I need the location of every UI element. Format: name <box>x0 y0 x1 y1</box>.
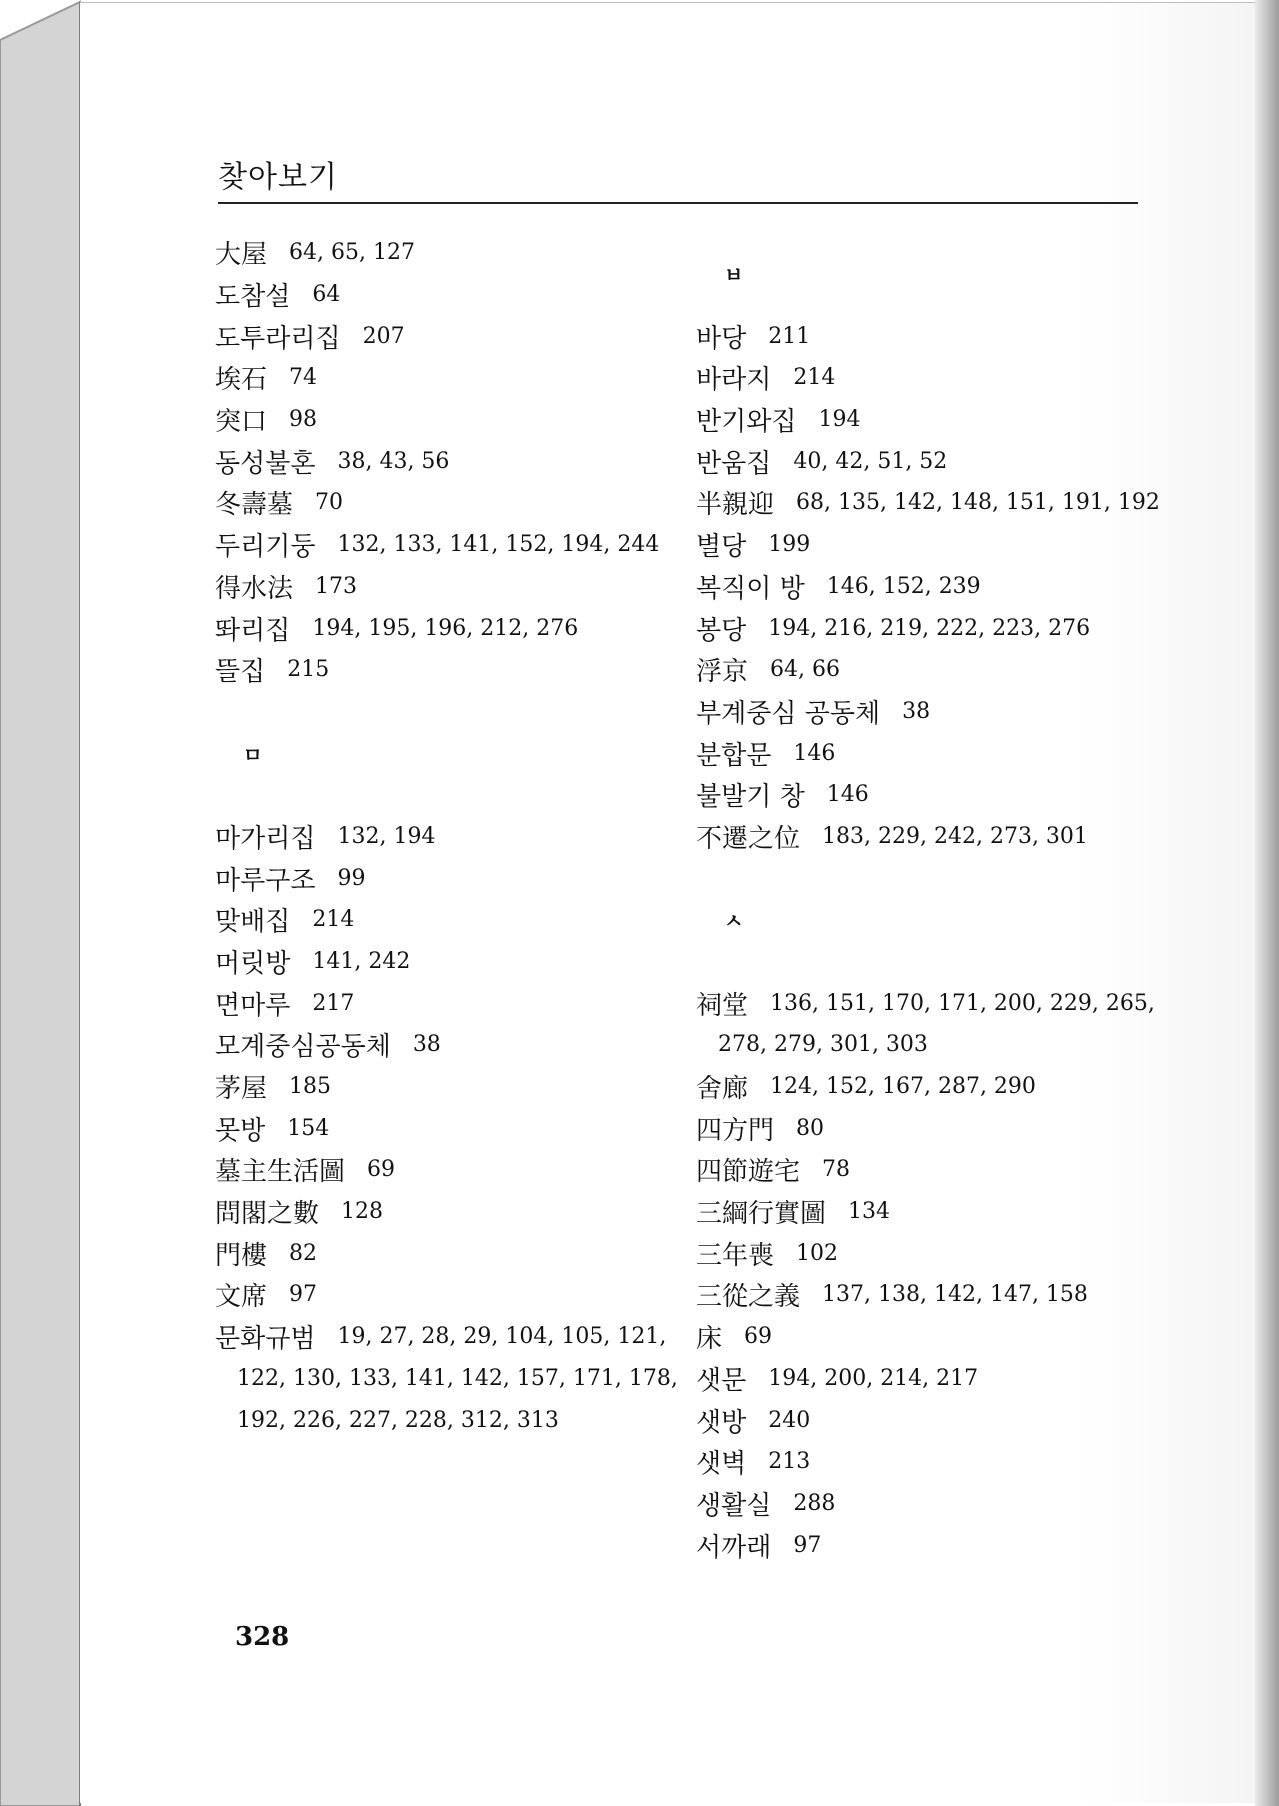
page-edge-shadow <box>1255 0 1279 1806</box>
index-entry <box>696 315 1156 357</box>
index-term: 봉당 <box>696 615 747 646</box>
index-page-refs: 64, 66 <box>770 657 840 683</box>
index-entry <box>215 1107 685 1149</box>
index-section-letter: ㅅ <box>724 909 744 934</box>
index-entry <box>696 1316 1156 1358</box>
index-term: 冬壽墓 <box>215 490 294 521</box>
index-term: 서까래 <box>696 1532 772 1563</box>
index-page-refs: 217 <box>312 990 355 1016</box>
index-page-refs: 213 <box>768 1449 811 1475</box>
index-page-refs: 215 <box>287 657 330 683</box>
index-entry <box>215 357 685 399</box>
index-entry <box>696 1441 1156 1483</box>
index-page-refs: 38 <box>902 698 931 724</box>
index-term: 두리기둥 <box>215 532 316 563</box>
index-entry <box>215 315 685 357</box>
index-term: 半親迎 <box>696 490 775 521</box>
index-page-refs: 132, 194 <box>337 823 436 849</box>
index-page-refs: 128 <box>341 1199 384 1225</box>
index-page-refs: 64 <box>312 282 341 308</box>
index-page-refs: 146 <box>793 740 836 766</box>
index-page-refs: 99 <box>337 865 366 891</box>
index-page-refs: 78 <box>822 1157 851 1183</box>
index-page-refs: 154 <box>287 1115 330 1141</box>
index-page-refs: 68, 135, 142, 148, 151, 191, 192 <box>796 490 1160 516</box>
index-page-refs: 70 <box>315 490 344 516</box>
index-entry <box>215 941 685 983</box>
index-page-refs: 278, 279, 301, 303 <box>718 1032 928 1058</box>
index-entry <box>215 399 685 441</box>
index-term: 동성불혼 <box>215 448 316 479</box>
index-entry <box>215 274 685 316</box>
index-page-refs: 137, 138, 142, 147, 158 <box>822 1282 1088 1308</box>
index-term: 생활실 <box>696 1490 772 1521</box>
index-term: 大屋 <box>215 240 268 271</box>
index-term: 四方門 <box>696 1115 775 1146</box>
index-entry <box>215 982 685 1024</box>
index-term: 샛방 <box>696 1407 747 1438</box>
index-page-refs: 80 <box>796 1115 825 1141</box>
index-term: 不遷之位 <box>696 823 801 854</box>
index-term: 得水法 <box>215 573 294 604</box>
index-entry <box>215 524 685 566</box>
index-entry <box>696 1191 1156 1233</box>
index-entry <box>696 357 1156 399</box>
index-section-letter: ㅁ <box>243 742 263 767</box>
index-page-refs: 82 <box>289 1240 318 1266</box>
index-page-refs: 19, 27, 28, 29, 104, 105, 121, <box>337 1324 667 1350</box>
index-page-refs: 122, 130, 133, 141, 142, 157, 171, 178, <box>237 1365 678 1391</box>
index-page-refs: 98 <box>289 407 318 433</box>
index-entry <box>696 1107 1156 1149</box>
index-term: 복직이 방 <box>696 573 805 604</box>
index-page-refs: 194, 195, 196, 212, 276 <box>312 615 579 641</box>
index-page-refs: 194, 216, 219, 222, 223, 276 <box>768 615 1091 641</box>
index-page-refs: 141, 242 <box>312 948 411 974</box>
index-term: 床 <box>696 1324 723 1355</box>
index-term: 똬리집 <box>215 615 291 646</box>
index-entry <box>696 1358 1156 1400</box>
index-column-right <box>696 232 1160 1566</box>
index-term: 부계중심 공동체 <box>696 698 881 729</box>
index-entry <box>215 899 685 941</box>
index-term: 埃石 <box>215 365 268 396</box>
index-page-refs: 146 <box>826 782 869 808</box>
index-term: 三年喪 <box>696 1240 775 1271</box>
index-entry <box>215 1232 685 1274</box>
index-term: 突口 <box>215 407 268 438</box>
index-page-refs: 136, 151, 170, 171, 200, 229, 265, <box>770 990 1155 1016</box>
index-entry <box>696 1274 1156 1316</box>
page-header <box>218 150 1138 204</box>
index-entry <box>215 1024 685 1066</box>
index-entry <box>696 816 1156 858</box>
index-term: 샛벽 <box>696 1449 747 1480</box>
page-title: 찾아보기 <box>218 160 338 195</box>
index-section-letter: ㅂ <box>724 263 744 288</box>
index-page-refs: 214 <box>312 907 355 933</box>
index-column-left <box>215 232 685 1441</box>
index-page-refs: 194 <box>818 407 861 433</box>
index-entry <box>696 732 1156 774</box>
index-term: 맞배집 <box>215 907 291 938</box>
index-page-refs: 74 <box>289 365 318 391</box>
index-page-refs: 69 <box>367 1157 396 1183</box>
index-entry <box>696 1524 1156 1566</box>
index-page-refs: 185 <box>289 1074 332 1100</box>
index-term: 머릿방 <box>215 948 291 979</box>
index-term: 반기와집 <box>696 407 797 438</box>
index-term: 뜰집 <box>215 657 266 688</box>
index-page-refs: 194, 200, 214, 217 <box>768 1365 979 1391</box>
index-term: 반움집 <box>696 448 772 479</box>
index-entry <box>215 566 685 608</box>
index-page-refs: 38, 43, 56 <box>337 448 450 474</box>
index-page-refs: 132, 133, 141, 152, 194, 244 <box>337 532 660 558</box>
index-entry <box>696 691 1156 733</box>
index-term: 면마루 <box>215 990 291 1021</box>
index-page-refs: 124, 152, 167, 287, 290 <box>770 1074 1036 1100</box>
index-term: 祠堂 <box>696 990 749 1021</box>
index-term: 門樓 <box>215 1240 268 1271</box>
index-entry <box>696 982 1156 1024</box>
index-term: 三從之義 <box>696 1282 801 1313</box>
index-entry <box>215 1316 685 1358</box>
index-entry <box>215 607 685 649</box>
index-entry-continuation <box>215 1358 685 1400</box>
index-term: 問閣之數 <box>215 1199 320 1230</box>
index-entry <box>696 1232 1156 1274</box>
index-term: 墓主生活圖 <box>215 1157 346 1188</box>
index-entry <box>215 1066 685 1108</box>
index-page-refs: 69 <box>744 1324 773 1350</box>
index-page-refs: 40, 42, 51, 52 <box>793 448 948 474</box>
index-entry <box>215 440 685 482</box>
index-entry <box>696 566 1156 608</box>
index-entry-continuation <box>215 1399 685 1441</box>
index-entry <box>696 1399 1156 1441</box>
index-term: 마가리집 <box>215 823 316 854</box>
index-page-refs: 211 <box>768 323 811 349</box>
index-entry <box>215 1149 685 1191</box>
index-page-refs: 64, 65, 127 <box>289 240 415 266</box>
index-term: 舍廊 <box>696 1074 749 1105</box>
index-entry <box>215 649 685 691</box>
index-term: 茅屋 <box>215 1074 268 1105</box>
index-term: 바라지 <box>696 365 772 396</box>
index-entry <box>696 1483 1156 1525</box>
index-term: 불발기 창 <box>696 782 805 813</box>
index-term: 바당 <box>696 323 747 354</box>
index-page-refs: 97 <box>289 1282 318 1308</box>
index-entry <box>215 1191 685 1233</box>
index-entry <box>696 1066 1156 1108</box>
index-entry <box>215 232 685 274</box>
index-page-refs: 240 <box>768 1407 811 1433</box>
index-page-refs: 134 <box>848 1199 891 1225</box>
index-term: 도투라리집 <box>215 323 341 354</box>
index-entry <box>215 816 685 858</box>
page-number: 328 <box>235 1622 290 1652</box>
index-entry <box>696 774 1156 816</box>
index-term: 文席 <box>215 1282 268 1313</box>
index-term: 마루구조 <box>215 865 316 896</box>
index-term: 도참설 <box>215 282 291 313</box>
index-page-refs: 146, 152, 239 <box>826 573 981 599</box>
index-term: 四節遊宅 <box>696 1157 801 1188</box>
index-entry <box>696 649 1156 691</box>
index-term: 별당 <box>696 532 747 563</box>
index-page-refs: 173 <box>315 573 358 599</box>
index-term: 浮京 <box>696 657 749 688</box>
index-page-refs: 192, 226, 227, 228, 312, 313 <box>237 1407 559 1433</box>
index-term: 분합문 <box>696 740 772 771</box>
index-page-refs: 207 <box>362 323 405 349</box>
index-page-refs: 38 <box>412 1032 441 1058</box>
index-term: 三綱行實圖 <box>696 1199 827 1230</box>
index-entry <box>215 857 685 899</box>
index-page-refs: 199 <box>768 532 811 558</box>
index-entry <box>215 1274 685 1316</box>
index-entry-continuation <box>696 1024 1156 1066</box>
index-entry <box>696 399 1156 441</box>
index-page-refs: 102 <box>796 1240 839 1266</box>
index-entry <box>696 1149 1156 1191</box>
index-term: 샛문 <box>696 1365 747 1396</box>
index-entry <box>696 524 1156 566</box>
index-page-refs: 183, 229, 242, 273, 301 <box>822 823 1088 849</box>
index-page-refs: 97 <box>793 1532 822 1558</box>
index-term: 모계중심공동체 <box>215 1032 391 1063</box>
index-page-refs: 214 <box>793 365 836 391</box>
index-entry <box>696 482 1160 524</box>
index-entry <box>215 482 685 524</box>
index-page-refs: 288 <box>793 1490 836 1516</box>
index-term: 못방 <box>215 1115 266 1146</box>
index-entry <box>696 440 1156 482</box>
index-term: 문화규범 <box>215 1324 316 1355</box>
index-entry <box>696 607 1156 649</box>
